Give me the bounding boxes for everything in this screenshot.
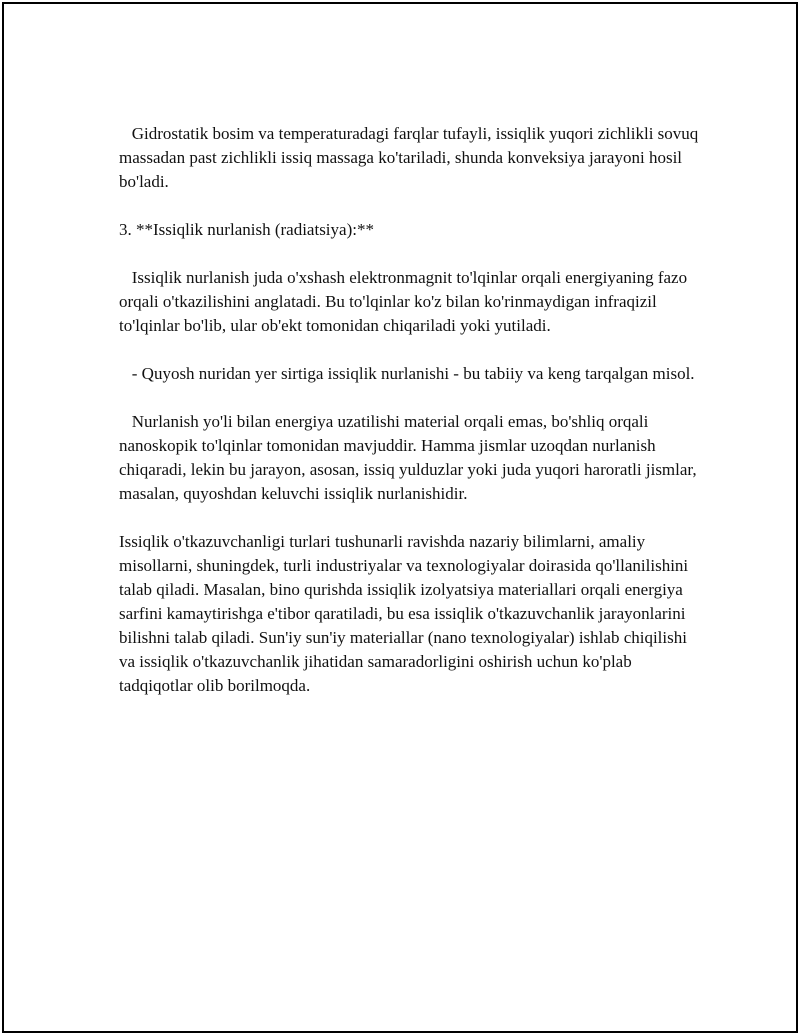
document-body xyxy=(119,122,703,722)
paragraph-sun-example: - Quyosh nuridan yer sirtiga issiqlik nurlanishi - bu tabiiy va keng tarqalgan misol. xyxy=(119,364,695,383)
heading-radiation: 3. **Issiqlik nurlanish (radiatsiya):** xyxy=(119,220,374,239)
paragraph-radiation-transfer: Nurlanish yo'li bilan energiya uzatilishi material orqali emas, bo'shliq orqali nanoskopik to'lqinlar tomonidan mavjuddir. Hamma jismlar uzoqdan nurlanish chiqaradi, lekin bu jarayon, asosan, issiq yulduzlar yoki juda yuqori haroratli jismlar, masalan, quyoshdan keluvchi issiqlik nurlanishidir. xyxy=(119,412,701,503)
paragraph-convection: Gidrostatik bosim va temperaturadagi farqlar tufayli, issiqlik yuqori zichlikli sovuq massadan past zichlikli issiq massaga ko'tariladi, shunda konveksiya jarayoni hosil bo'ladi. xyxy=(119,124,703,191)
paragraph-radiation-definition: Issiqlik nurlanish juda o'xshash elektronmagnit to'lqinlar orqali energiyaning fazo orqali o'tkazilishini anglatadi. Bu to'lqinlar ko'z bilan ko'rinmaydigan infraqizil to'lqinlar bo'lib, ular ob'ekt tomonidan chiqariladi yoki yutiladi. xyxy=(119,268,692,335)
document-page xyxy=(2,2,798,1033)
paragraph-conductivity-types: Issiqlik o'tkazuvchanligi turlari tushunarli ravishda nazariy bilimlarni, amaliy misollarni, shuningdek, turli industriyalar va texnologiyalar doirasida qo'llanilishini talab qiladi. Masalan, bino qurishda issiqlik izolyatsiya materiallari orqali energiya sarfini kamaytirishga e'tibor qaratiladi, bu esa issiqlik o'tkazuvchanlik jarayonlarini bilishni talab qiladi. Sun'iy sun'iy materiallar (nano texnologiyalar) ishlab chiqilishi va issiqlik o'tkazuvchanlik jihatidan samaradorligini oshirish uchun ko'plab tadqiqotlar olib borilmoqda. xyxy=(119,532,693,695)
